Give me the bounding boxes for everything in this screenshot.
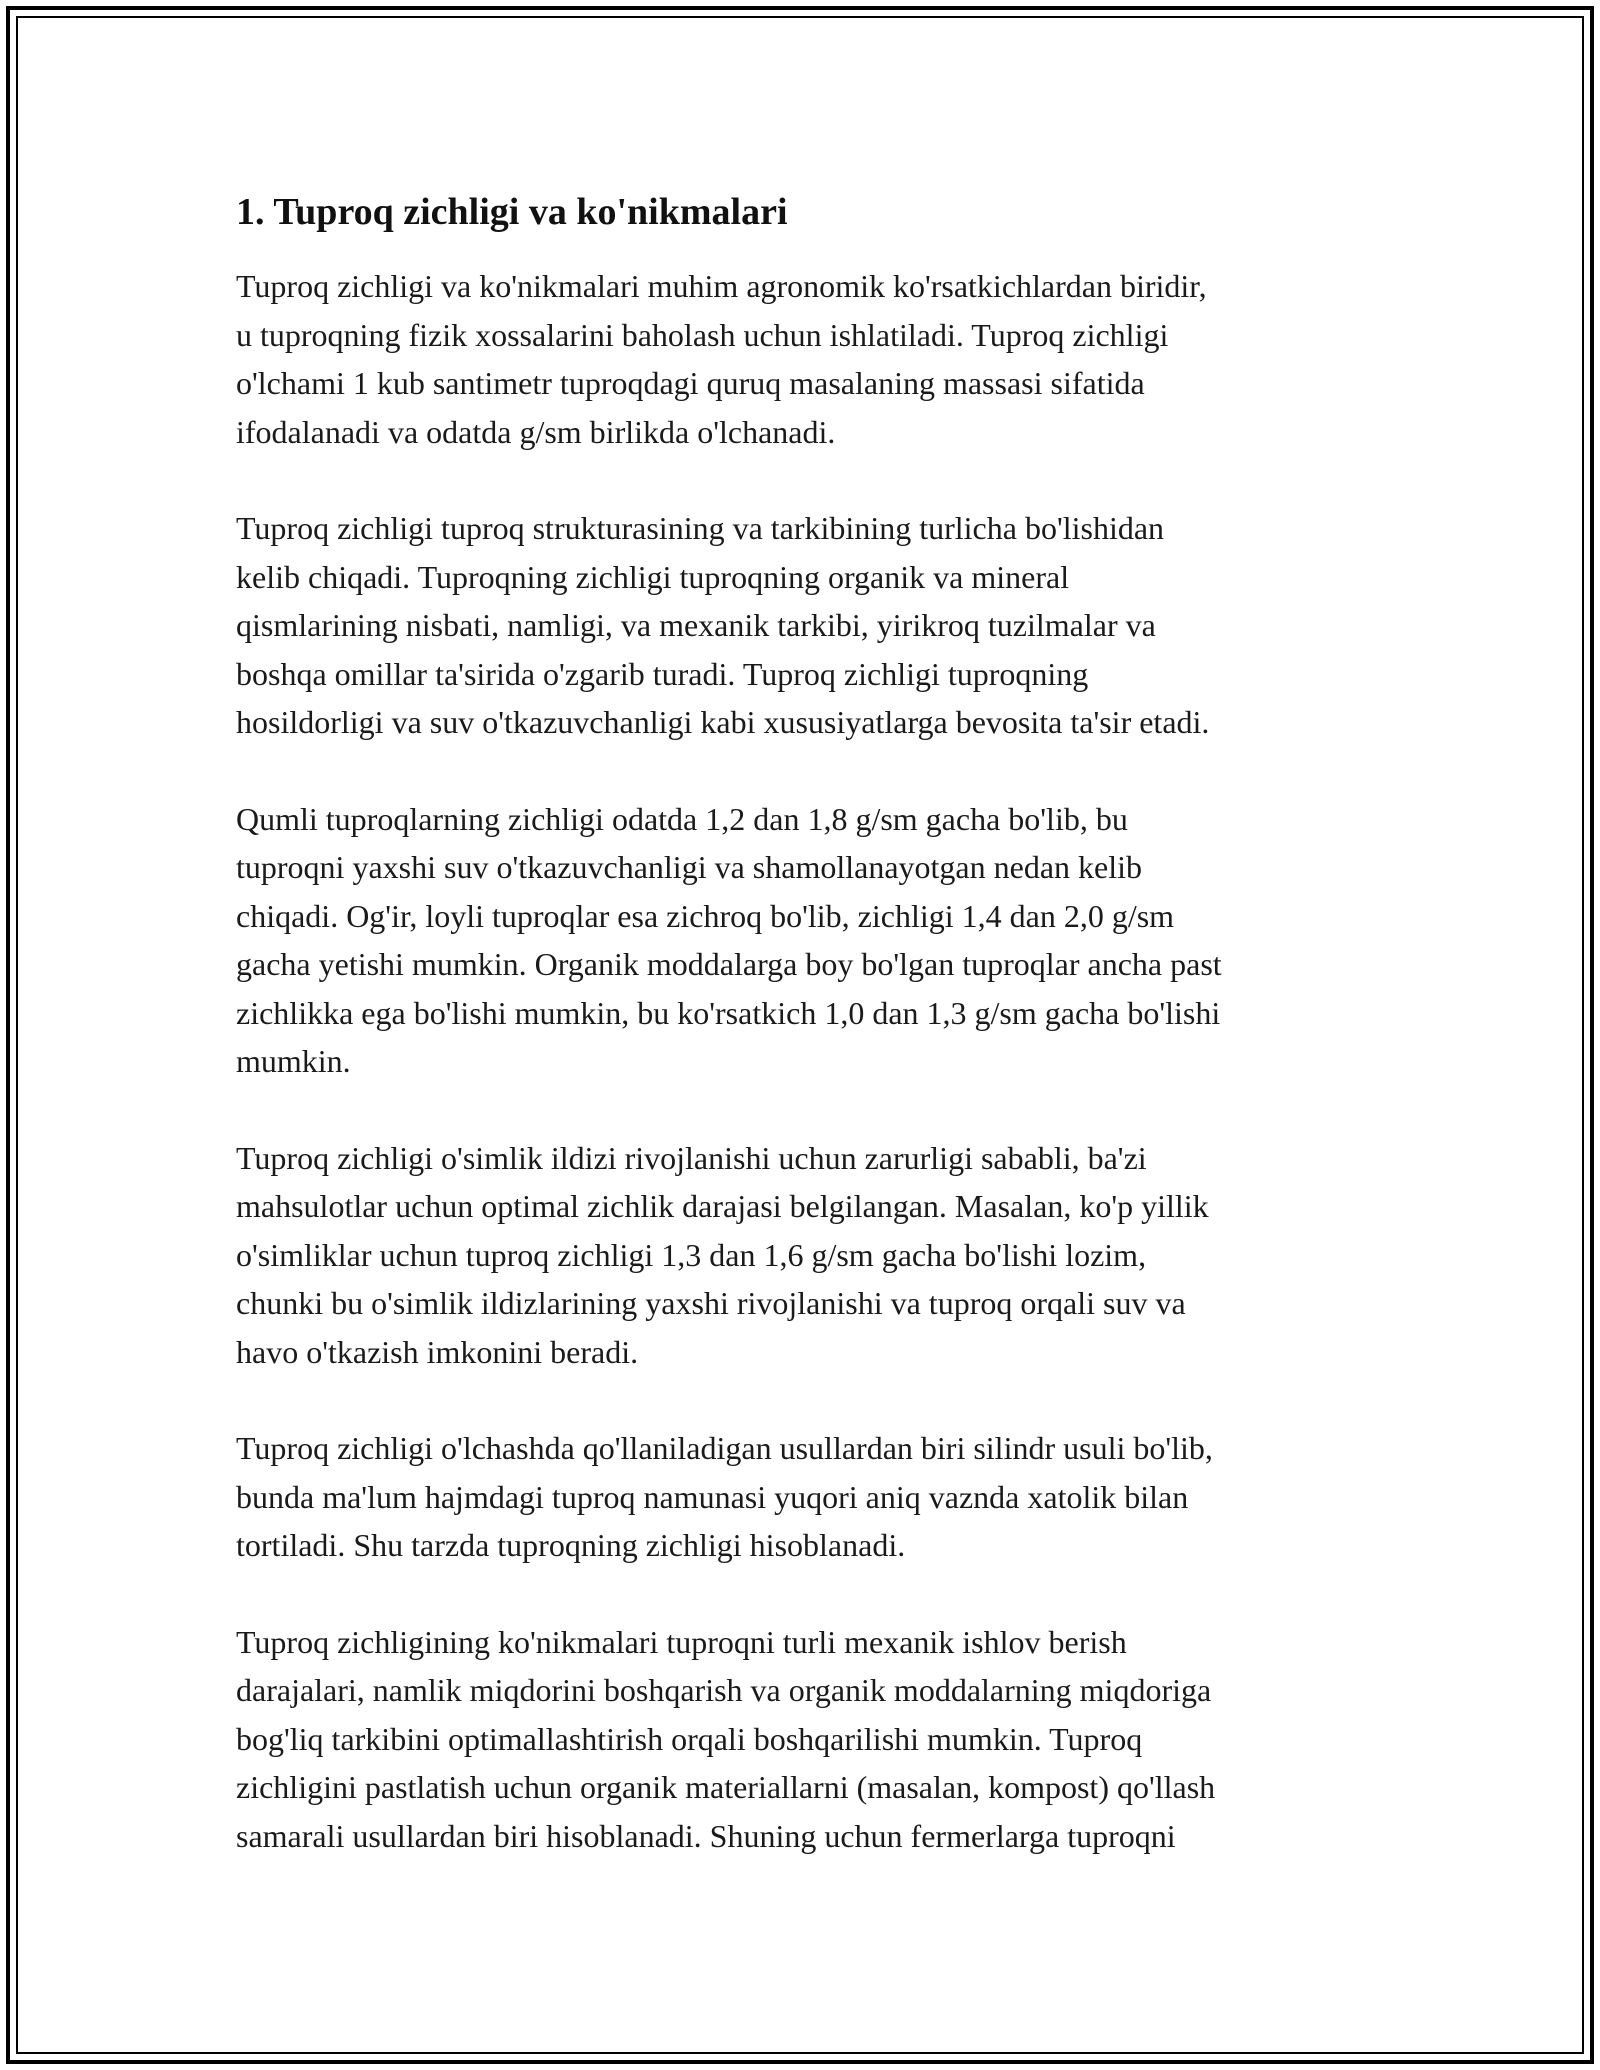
paragraph-2: Tuproq zichligi tuproq strukturasining va tarkibining turlicha bo'lishidan kelib chiqadi. Tuproqning zichligi tuproqning organik va mineral qismlarining nisbati, namligi, va mexanik tarkibi, yirikroq tuzilmalar va boshqa omillar ta'sirida o'zgarib turadi. Tuproq zichligi tuproqning hosildorligi va suv o'tkazuvchanligi kabi xususiyatlarga bevosita ta'sir etadi.: [236, 510, 1210, 740]
paragraph-5: Tuproq zichligi o'lchashda qo'llaniladigan usullardan biri silindr usuli bo'lib, bunda ma'lum hajmdagi tuproq namunasi yuqori aniq vaznda xatolik bilan tortiladi. Shu tarzda tuproqning zichligi hisoblanadi.: [236, 1430, 1213, 1563]
document-body: [236, 186, 1376, 1908]
paragraph-4: Tuproq zichligi o'simlik ildizi rivojlanishi uchun zarurligi sababli, ba'zi mahsulotlar uchun optimal zichlik darajasi belgilangan. Masalan, ko'p yillik o'simliklar uchun tuproq zichligi 1,3 dan 1,6 g/sm gacha bo'lishi lozim, chunki bu o'simlik ildizlarining yaxshi rivojlanishi va tuproq orqali suv va havo o'tkazish imkonini beradi.: [236, 1139, 1209, 1370]
paragraph-6: Tuproq zichligining ko'nikmalari tuproqni turli mexanik ishlov berish darajalari, namlik miqdorini boshqarish va organik moddalarning miqdoriga bog'liq tarkibini optimallashtirish orqali boshqarilishi mumkin. Tuproq zichligini pastlatish uchun organik materiallarni (masalan, kompost) qo'llash samarali usullardan biri hisoblanadi. Shuning uchun fermerlarga tuproqni: [236, 1623, 1216, 1854]
paragraph-3: Qumli tuproqlarning zichligi odatda 1,2 dan 1,8 g/sm gacha bo'lib, bu tuproqni yaxshi suv o'tkazuvchanligi va shamollanayotgan nedan kelib chiqadi. Og'ir, loyli tuproqlar esa zichroq bo'lib, zichligi 1,4 dan 2,0 g/sm gacha yetishi mumkin. Organik moddalarga boy bo'lgan tuproqlar ancha past zichlikka ega bo'lishi mumkin, bu ko'rsatkich 1,0 dan 1,3 g/sm gacha bo'lishi mumkin.: [236, 800, 1222, 1079]
section-heading: 1. Tuproq zichligi va ko'nikmalari: [236, 191, 788, 233]
paragraph-1: Tuproq zichligi va ko'nikmalari muhim agronomik ko'rsatkichlardan biridir, u tuproqning fizik xossalarini baholash uchun ishlatiladi. Tuproq zichligi o'lchami 1 kub santimetr tuproqdagi quruq masalaning massasi sifatida ifodalanadi va odatda g/sm birlikda o'lchanadi.: [236, 268, 1207, 450]
